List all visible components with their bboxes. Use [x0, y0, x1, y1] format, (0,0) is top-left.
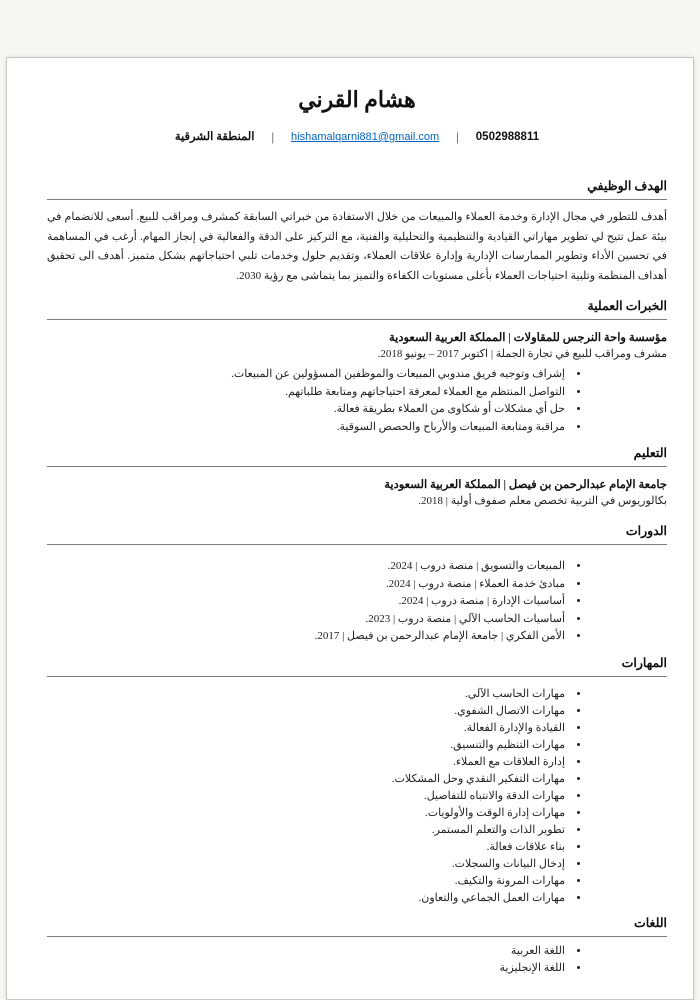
section-title-experience: الخبرات العملية [47, 299, 667, 320]
skill-item: • مهارات التفكير النقدي وحل المشكلات. [47, 771, 567, 788]
skills-list [47, 686, 667, 907]
course-item: • مبادئ خدمة العملاء | منصة دروب | 2024. [47, 576, 567, 594]
skill-item: • مهارات العمل الجماعي والتعاون. [47, 890, 567, 907]
skill-item: • تطوير الذات والتعلم المستمر. [47, 822, 567, 839]
section-title-courses: الدورات [47, 524, 667, 545]
course-item: • المبيعات والتسويق | منصة دروب | 2024. [47, 558, 567, 576]
experience-role: مشرف ومراقب للبيع في تجارة الجملة | اكتوبر 2017 – يونيو 2018. [377, 348, 667, 360]
skill-item: • مهارات الاتصال الشفوي. [47, 703, 567, 720]
section-title-objective: الهدف الوظيفي [47, 179, 667, 200]
skill-item: • مهارات الدقة والانتباه للتفاصيل. [47, 788, 567, 805]
education-school: جامعة الإمام عبدالرحمن بن فيصل | المملكة العربية السعودية [384, 479, 667, 491]
skill-item: • مهارات الحاسب الآلي. [47, 686, 567, 703]
language-item: • اللغة العربية [47, 943, 567, 961]
skill-item: • إدخال البيانات والسجلات. [47, 856, 567, 873]
experience-bullet-list [47, 366, 667, 436]
phone-number: 0502988811 [475, 131, 540, 143]
section-title-education: التعليم [47, 446, 667, 467]
resume-page [6, 57, 694, 1000]
contact-bar [47, 129, 667, 145]
courses-list [47, 558, 667, 646]
contact-separator: | [271, 129, 275, 144]
experience-employer: مؤسسة واحة النرجس للمقاولات | المملكة العربية السعودية [388, 332, 667, 344]
location-text: المنطقة الشرقية [174, 131, 255, 143]
skill-item: • إدارة العلاقات مع العملاء. [47, 754, 567, 771]
experience-bullet: • مراقبة ومتابعة المبيعات والأرباح والحصص السوقية. [47, 419, 567, 437]
education-degree: بكالوريوس في التربية تخصص معلم صفوف أولية | 2018. [418, 495, 667, 507]
skill-item: • مهارات إدارة الوقت والأولويات. [47, 805, 567, 822]
objective-paragraph: أهدف للتطور في مجال الإدارة وخدمة العملاء والمبيعات من خلال الاستفادة من خبراتي السابقة كمشرف ومراقب للبيع. أسعى للانضمام في بيئة عمل تتيح لي تطوير مهاراتي القيادية والتنظيمية والتحليلية والفنية، مع التركيز على الدقة والفعالية في إنجاز المهام. أرغب في المساهمة في تحسين الأداء وتطوير الممارسات الإدارية وإدارة علاقات العملاء، وتقديم حلول وخدمات تلبي احتياجاتهم بشكل متميز. أهدف الى تحقيق أهداف المنظمة وتلبية احتياجات العملاء بأعلى مستويات الكفاءة والتميز بما يتماشى مع رؤية 2030. [47, 211, 667, 282]
language-item: • اللغة الإنجليزية [47, 960, 567, 978]
skill-item: • مهارات المرونة والتكيف. [47, 873, 567, 890]
experience-bullet: • التواصل المنتظم مع العملاء لمعرفة احتياجاتهم ومتابعة طلباتهم. [47, 384, 567, 402]
candidate-name: هشام القرني [298, 87, 416, 112]
experience-bullet: • إشراف وتوجيه فريق مندوبي المبيعات والموظفين المسؤولين عن المبيعات. [47, 366, 567, 384]
skill-item: • مهارات التنظيم والتنسيق. [47, 737, 567, 754]
skill-item: • بناء علاقات فعالة. [47, 839, 567, 856]
course-item: • الأمن الفكري | جامعة الإمام عبدالرحمن بن فيصل | 2017. [47, 628, 567, 646]
contact-separator: | [456, 129, 459, 144]
section-title-skills: المهارات [47, 656, 667, 677]
course-item: • أساسيات الحاسب الآلي | منصة دروب | 2023. [47, 611, 567, 629]
experience-bullet: • حل أي مشكلات أو شكاوى من العملاء بطريقة فعالة. [47, 401, 567, 419]
languages-list [47, 943, 667, 978]
email-link[interactable]: hishamalqarni881@gmail.com [291, 131, 440, 143]
course-item: • أساسيات الإدارة | منصة دروب | 2024. [47, 593, 567, 611]
skill-item: • القيادة والإدارة الفعالة. [47, 720, 567, 737]
section-title-languages: اللغات [47, 916, 667, 937]
